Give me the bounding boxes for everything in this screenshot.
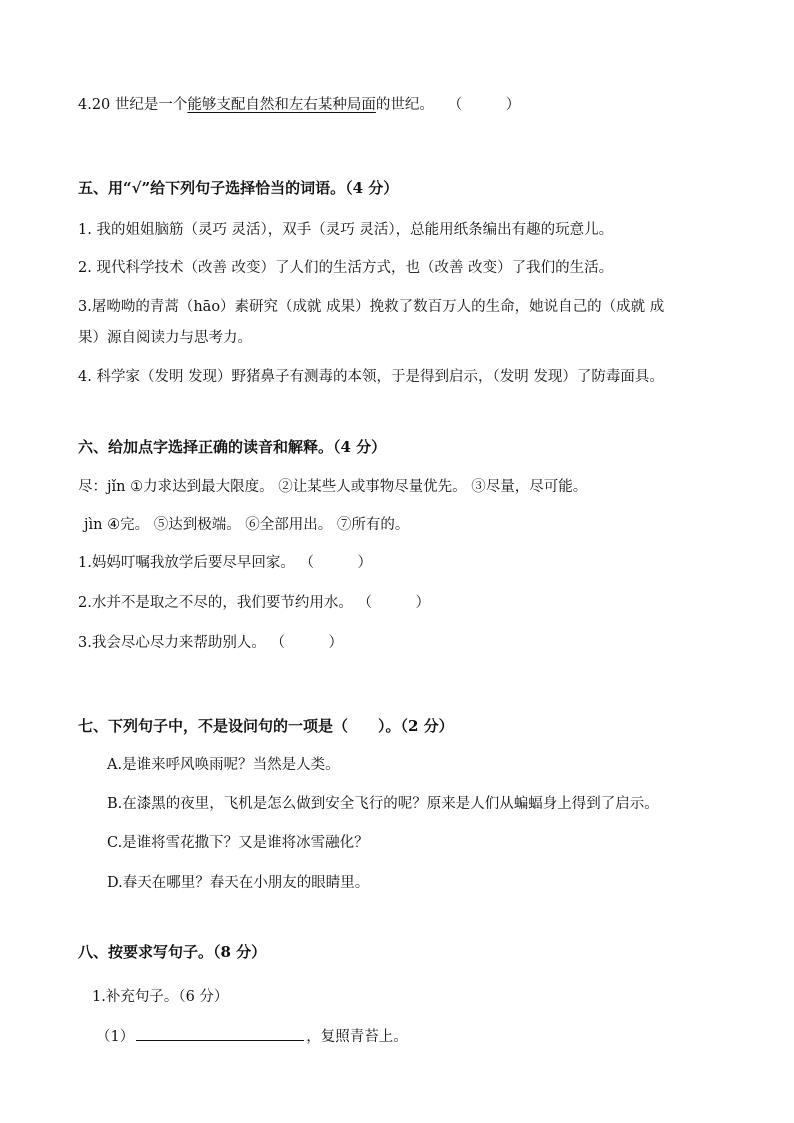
section-7-option-b: B.在漆黑的夜里，飞机是怎么做到安全飞行的呢？原来是人们从蝙蝠身上得到了启示。 (107, 796, 659, 812)
section-8-item-1-suffix: ，复照青苔上。 (306, 1029, 408, 1045)
section-6-def-jin3: 尽：jǐn ①力求达到最大限度。 ②让某些人或事物尽量优先。 ③尽量，尽可能。 (78, 479, 588, 495)
section-5-item-1: 1. 我的姐姐脑筋（灵巧 灵活），双手（灵巧 灵活），总能用纸条编出有趣的玩意儿。 (78, 222, 614, 238)
section-5-item-3-cont: 果）源自阅读力与思考力。 (78, 330, 252, 346)
q4-item-4 (78, 95, 520, 115)
section-5-item-3: 3.屠呦呦的青蒿（hāo）素研究（成就 成果）挽救了数百万人的生命，她说自己的（成就 成 (78, 299, 665, 315)
section-8-item-1 (96, 1026, 408, 1047)
section-7-option-d: D.春天在哪里？春天在小朋友的眼睛里。 (107, 875, 370, 891)
q4-item-4-answer-paren[interactable]: （ ） (447, 97, 521, 113)
q4-item-4-suffix: 的世纪。 (375, 97, 434, 113)
section-5-item-4: 4. 科学家（发明 发现）野猪鼻子有测毒的本领，于是得到启示，（发明 发现）了防毒面具。 (78, 369, 664, 385)
section-5-title: 五、用“√”给下列句子选择恰当的词语。（4 分） (78, 179, 399, 197)
section-7-option-a: A.是谁来呼风唤雨呢？当然是人类。 (107, 757, 340, 773)
section-8-title: 八、按要求写句子。（8 分） (78, 943, 267, 961)
section-6-item-1: 1.妈妈叮嘱我放学后要尽早回家。 （ ） (78, 555, 372, 571)
section-6-item-2: 2.水并不是取之不尽的，我们要节约用水。 （ ） (78, 595, 430, 611)
answer-blank[interactable] (136, 1026, 304, 1041)
section-7-option-c: C.是谁将雪花撒下？又是谁将冰雪融化？ (107, 835, 369, 851)
q4-item-4-prefix: 4.20 世纪是一个 (78, 97, 188, 113)
section-6-item-3: 3.我会尽心尽力来帮助别人。 （ ） (78, 635, 343, 651)
section-6-def-jin4: jìn ④完。 ⑤达到极端。 ⑥全部用出。 ⑦所有的。 (84, 517, 410, 533)
section-8-sub-1: 1.补充句子。（6 分） (92, 989, 229, 1005)
section-7-title: 七、下列句子中，不是设问句的一项是（ ）。（2 分） (78, 717, 454, 735)
q4-item-4-underlined-phrase: 能够支配自然和左右某种局面 (187, 97, 376, 113)
section-6-title: 六、给加点字选择正确的读音和解释。（4 分） (78, 438, 387, 456)
section-8-item-1-prefix: （1） (96, 1029, 135, 1045)
section-5-item-2: 2. 现代科学技术（改善 改变）了人们的生活方式，也（改善 改变）了我们的生活。 (78, 260, 614, 276)
